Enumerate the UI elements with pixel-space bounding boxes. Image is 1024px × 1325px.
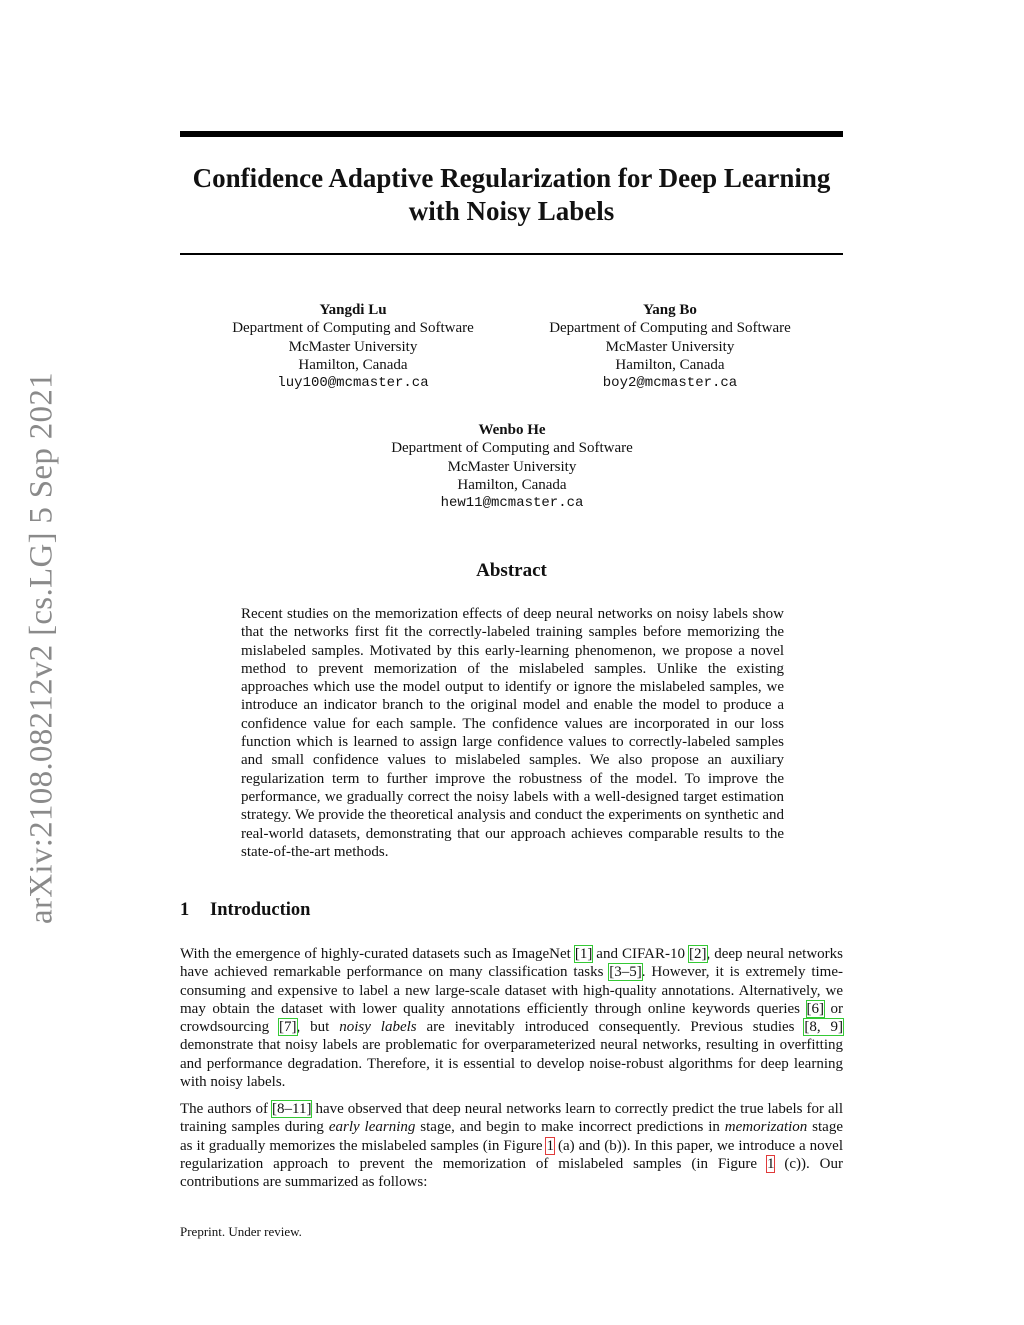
author-location: Hamilton, Canada <box>615 356 725 373</box>
page-footer: Preprint. Under review. <box>180 1224 302 1239</box>
intro-paragraph-2 <box>180 1100 843 1191</box>
arxiv-identifier-stamp: arXiv:2108.08212v2 [cs.LG] 5 Sep 2021 <box>23 372 60 924</box>
text-run: (a) and (b)). In this paper, we introduce a novel regularization approach to prevent the memorization of mislabeled samples (in Figure <box>180 1137 843 1172</box>
text-run: stage as it gradually memorizes the mislabeled samples (in Figure <box>180 1119 843 1154</box>
text-run: or crowdsourcing <box>180 1000 843 1036</box>
text-run: and CIFAR-10 <box>592 946 689 962</box>
text-run: demonstrate that noisy labels are problematic for overparameterized neural networks, resulting in overfitting and performance degradation. Therefore, it is essential to develop noise-robust algorithms for deep learning with noisy labels. <box>180 1037 843 1091</box>
figure-reference-link[interactable]: 1 <box>546 1137 554 1154</box>
author-block-3 <box>330 421 694 512</box>
author-email[interactable]: luy100@mcmaster.ca <box>277 375 429 392</box>
text-run: With the emergence of highly-curated datasets such as ImageNet <box>180 946 575 962</box>
emphasis-text: early learning <box>328 1119 416 1136</box>
text-run: , but <box>296 1019 340 1036</box>
section-title: Introduction <box>210 900 311 920</box>
citation-link[interactable]: [2] <box>689 946 707 962</box>
text-run: . However, it is extremely time-consuming and expensive to label a new large-scale dataset with high-quality annotations. Alternatively, we may obtain the dataset with lower quality annotations efficiently through online keywords queries <box>180 964 843 1017</box>
author-location: Hamilton, Canada <box>298 356 408 373</box>
author-name: Wenbo He <box>478 422 546 438</box>
text-run: (c)). Our contributions are summarized as follows: <box>180 1155 843 1191</box>
text-run: have observed that deep neural networks learn to correctly predict the true labels for all training samples during <box>180 1101 843 1136</box>
intro-paragraph-1 <box>180 945 843 1091</box>
author-name: Yangdi Lu <box>319 302 387 318</box>
section-heading-introduction <box>180 900 310 921</box>
title-bottom-rule <box>180 253 843 255</box>
citation-link[interactable]: [7] <box>279 1019 297 1036</box>
text-run: stage, and begin to make incorrect predictions in <box>415 1119 725 1136</box>
figure-reference-link[interactable]: 1 <box>766 1155 775 1172</box>
author-university: McMaster University <box>288 338 418 355</box>
emphasis-text: memorization <box>724 1119 808 1136</box>
abstract-text: Recent studies on the memorization effects of deep neural networks on noisy labels show that the networks first fit the correctly-labeled training samples before memorizing the mislabeled samples. Motivated by this early-learning phenomenon, we propose a novel method to prevent memorization of the mislabeled samples. Unlike the existing approaches which use the model output to identify or ignore the mislabeled samples, we introduce an indicator branch to the original model and enable the model to produce a confidence value for each sample. The confidence values are incorporated in our loss function which is learned to assign large confidence values to correctly-labeled samples and small confidence values to mislabeled samples. We also propose an auxiliary regularization term to further improve the robustness of the model. To improve the performance, we gradually correct the noisy labels with a well-designed target estimation strategy. We provide the theoretical analysis and conduct the experiments on synthetic and real-world datasets, demonstrating that our approach achieves comparable results to the state-of-the-art methods. <box>241 606 784 860</box>
text-run: , deep neural networks have achieved remarkable performance on many classification tasks <box>180 946 843 981</box>
author-block-1 <box>200 301 506 392</box>
citation-link[interactable]: [8, 9] <box>804 1019 844 1036</box>
title-top-rule <box>180 131 843 137</box>
author-university: McMaster University <box>447 458 577 475</box>
author-block-2 <box>517 301 823 392</box>
author-department: Department of Computing and Software <box>391 440 633 457</box>
author-email[interactable]: hew11@mcmaster.ca <box>440 495 584 512</box>
emphasis-text: noisy labels <box>339 1019 417 1036</box>
paper-title: Confidence Adaptive Regularization for Deep Learning with Noisy Labels <box>192 163 831 226</box>
author-university: McMaster University <box>605 338 735 355</box>
author-location: Hamilton, Canada <box>457 476 567 493</box>
abstract-heading: Abstract <box>476 560 547 581</box>
section-number: 1 <box>180 900 190 920</box>
author-department: Department of Computing and Software <box>549 320 791 337</box>
citation-link[interactable]: [6] <box>806 1000 824 1017</box>
citation-link[interactable]: [3–5] <box>609 964 642 981</box>
author-name: Yang Bo <box>643 302 697 318</box>
text-run: The authors of <box>180 1101 272 1117</box>
text-run: are inevitably introduced consequently. Previous studies <box>416 1019 805 1036</box>
author-email[interactable]: boy2@mcmaster.ca <box>602 375 738 392</box>
citation-link[interactable]: [1] <box>574 946 593 962</box>
citation-link[interactable]: [8–11] <box>272 1101 312 1117</box>
author-department: Department of Computing and Software <box>232 320 474 337</box>
